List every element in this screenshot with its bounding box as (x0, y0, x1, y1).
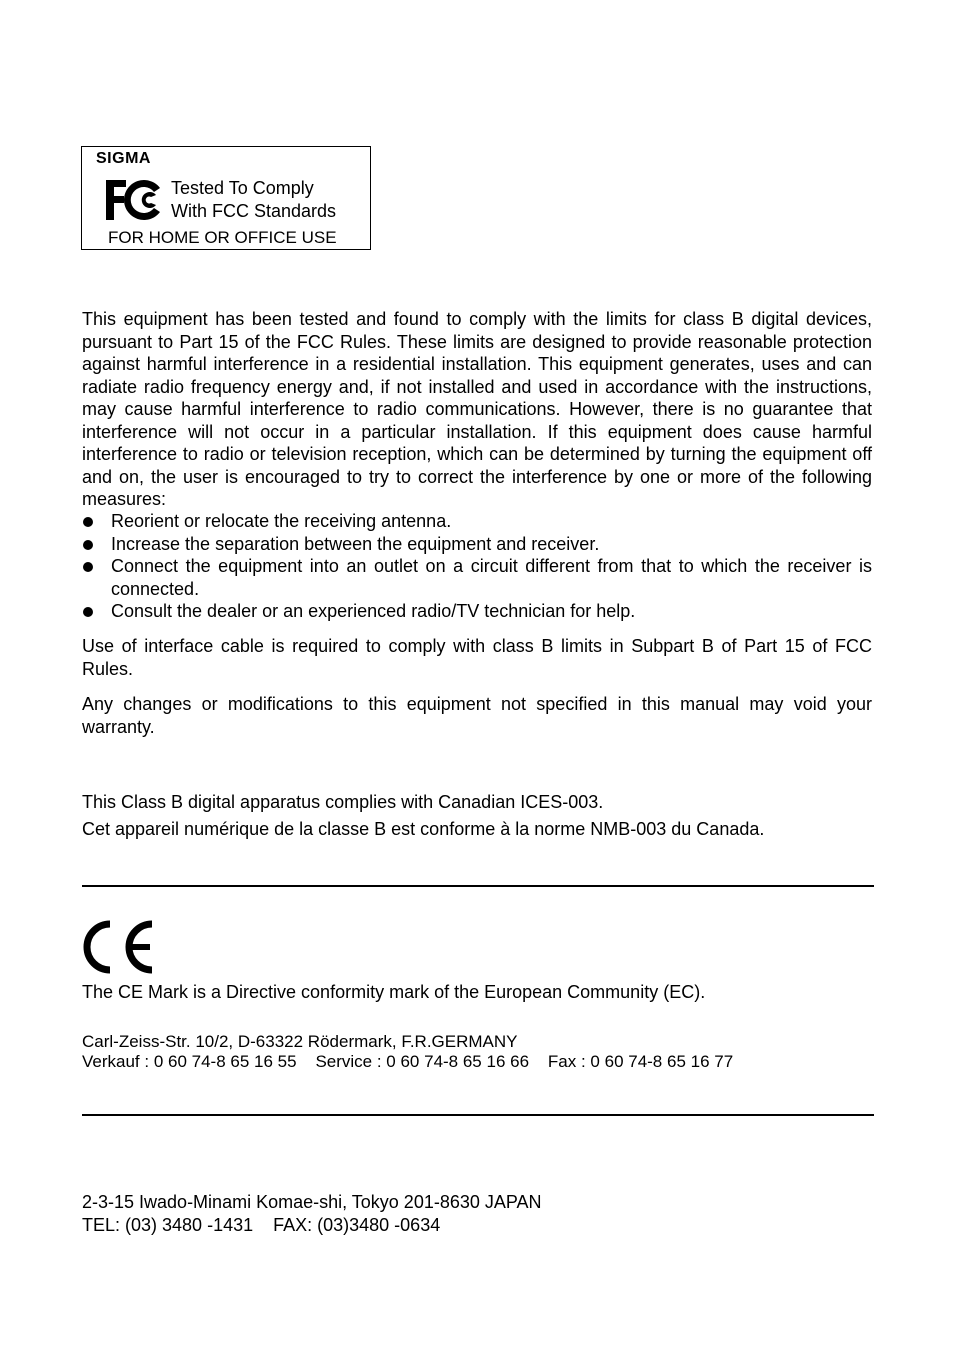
interface-cable-note: Use of interface cable is required to comply with class B limits in Subpart B of Part 15 of FCC Rules. (82, 636, 872, 679)
modifications-note: Any changes or modifications to this equipment not specified in this manual may void your warranty. (82, 694, 872, 737)
bullet-icon (83, 607, 93, 617)
list-item (82, 600, 872, 623)
ce-statement: The CE Mark is a Directive conformity mark of the European Community (EC). (82, 982, 706, 1002)
germany-contacts: Verkauf : 0 60 74-8 65 16 55 Service : 0 60 74-8 65 16 66 Fax : 0 60 74-8 65 16 77 (82, 1052, 734, 1071)
measures-list (82, 510, 872, 623)
bullet-icon (83, 517, 93, 527)
fcc-statement: This equipment has been tested and found to comply with the limits for class B digital devices, pursuant to Part 15 of the FCC Rules. These limits are designed to provide reasonable protection against harmful interference in a residential installation. This equipment generates, uses and can radiate radio frequency energy and, if not installed and used in accordance with the instructions, may cause harmful interference to radio communications. However, there is no guarantee that interference will not occur in a particular installation. If this equipment does cause harmful interference to radio or television reception, which can be determined by turning the equipment off and on, the user is encouraged to try to correct the interference by one or more of the following measures: (82, 309, 872, 509)
measure-text: Reorient or relocate the receiving antenna. (111, 511, 452, 531)
measure-text: Consult the dealer or an experienced radio/TV technician for help. (111, 601, 636, 621)
list-item (82, 555, 872, 600)
fcc-use-note: FOR HOME OR OFFICE USE (108, 228, 337, 247)
sigma-logo: SIGMA (96, 150, 151, 167)
bullet-icon (83, 540, 93, 550)
list-item (82, 533, 872, 556)
japan-address: 2-3-15 Iwado-Minami Komae-shi, Tokyo 201-8630 JAPAN (82, 1192, 542, 1212)
fcc-compliance-label (81, 146, 371, 250)
divider (82, 885, 874, 887)
ce-mark-icon (80, 920, 158, 974)
divider (82, 1114, 874, 1116)
list-item (82, 510, 872, 533)
germany-address: Carl-Zeiss-Str. 10/2, D-63322 Rödermark, F.R.GERMANY (82, 1032, 518, 1051)
fcc-label-line-1: Tested To Comply (171, 178, 314, 198)
fcc-logo-icon (104, 178, 164, 222)
measure-text: Increase the separation between the equipment and receiver. (111, 533, 600, 554)
measure-text: Connect the equipment into an outlet on a circuit different from that to which the receiver is connected. (111, 556, 872, 599)
bullet-icon (83, 562, 93, 572)
japan-contacts: TEL: (03) 3480 -1431 FAX: (03)3480 -0634 (82, 1215, 441, 1235)
fcc-label-line-2: With FCC Standards (171, 201, 337, 221)
fcc-label-text (171, 177, 336, 223)
canada-statement-en: This Class B digital apparatus complies with Canadian ICES-003. (82, 792, 604, 812)
canada-statement-fr: Cet appareil numérique de la classe B est conforme à la norme NMB-003 du Canada. (82, 819, 765, 839)
